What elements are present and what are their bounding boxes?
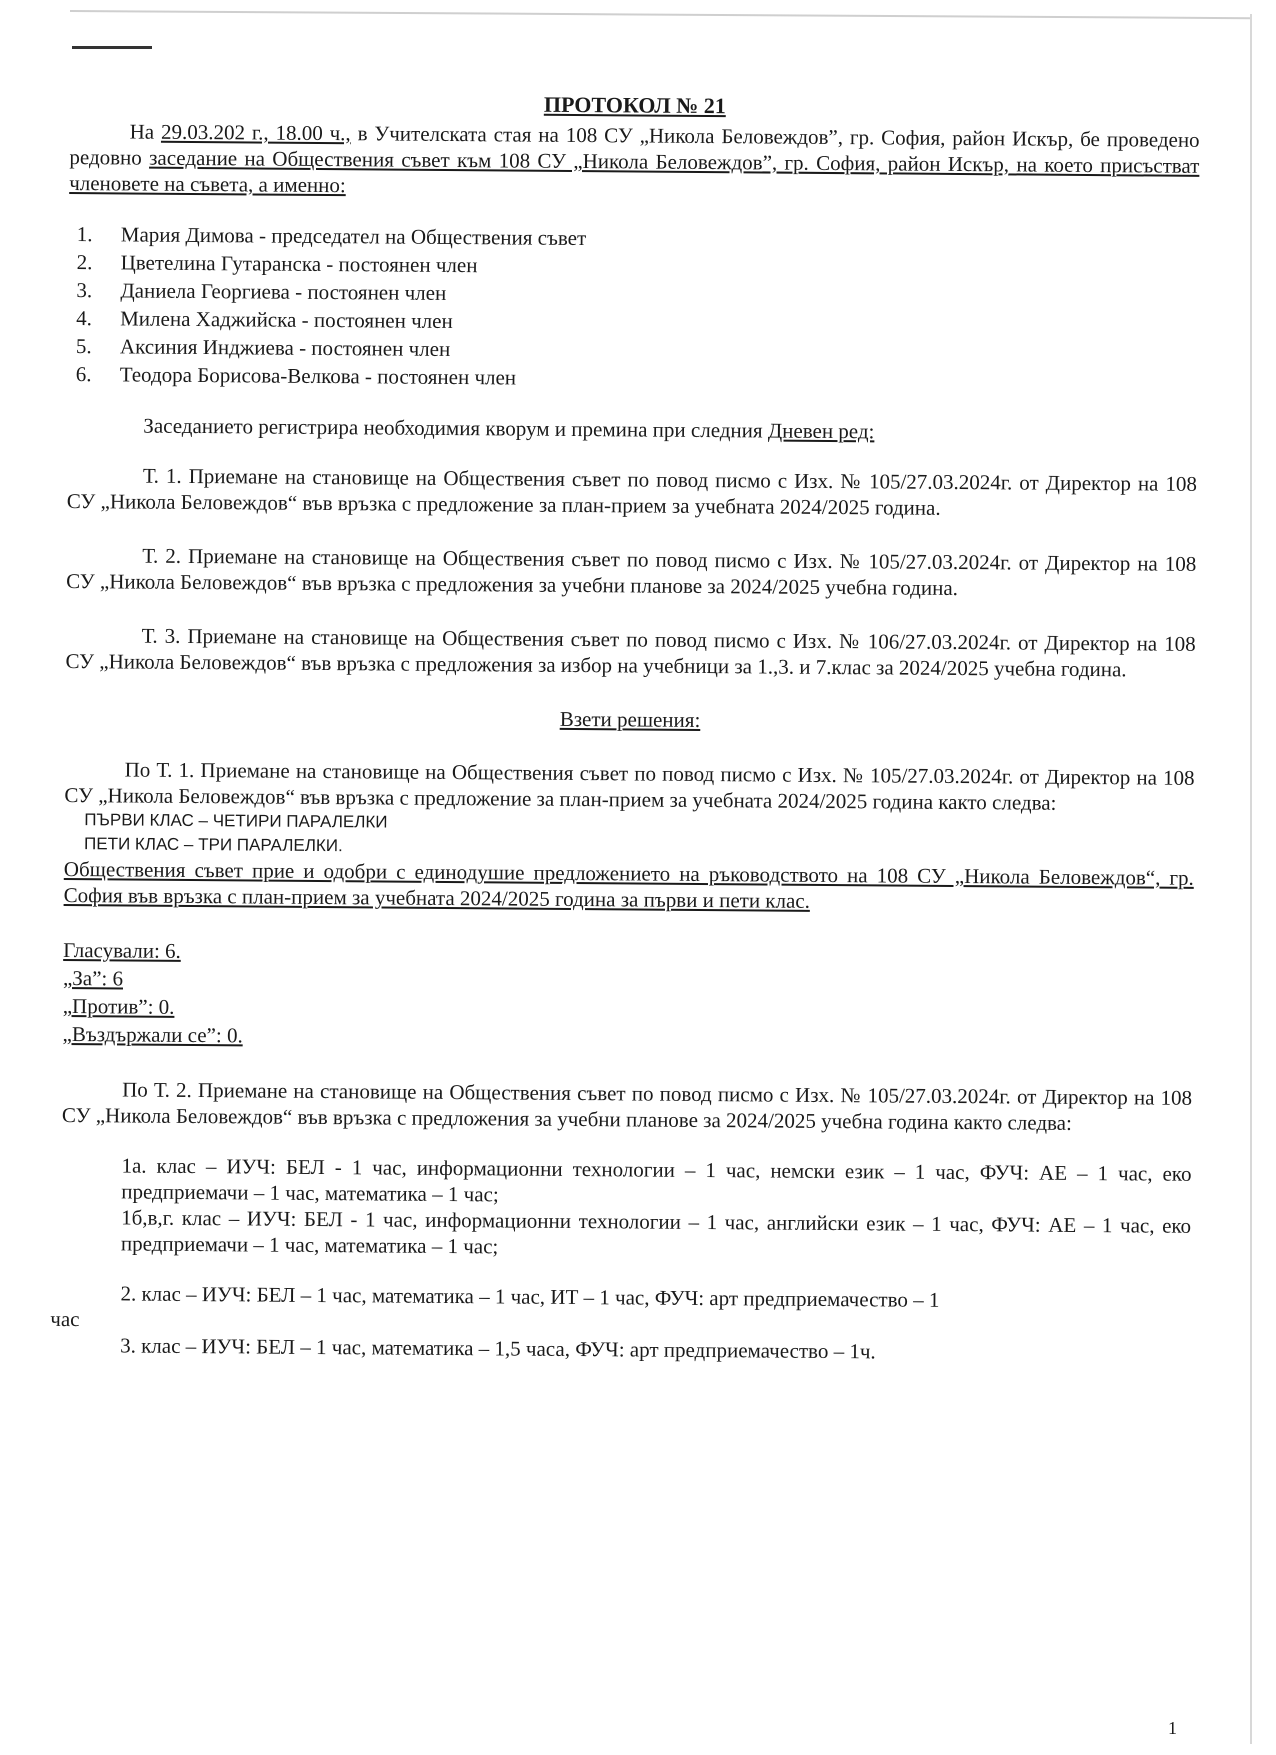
curriculum-block [60, 1152, 1191, 1315]
page-edge-top [70, 10, 1250, 19]
meeting-description: заседание на Обществения съвет към 108 СУ „Никола Беловеждов”, гр. София, район Искър, на което присъстват [149, 145, 1200, 178]
member-text: Цветелина Гутаранска - постоянен член [120, 250, 478, 278]
member-number: 6. [75, 362, 92, 387]
votes-for: „За”: 6 [62, 965, 124, 991]
meeting-date: 29.03.202 г., 18.00 ч., [160, 119, 351, 146]
decision-1-line-1: ПЪРВИ КЛАС – ЧЕТИРИ ПАРАЛЕЛКИ [84, 810, 388, 832]
votes-voted: Гласували: 6. [63, 937, 181, 963]
member-number: 5. [75, 334, 92, 359]
agenda-heading: Дневен ред: [767, 418, 875, 444]
document-body [50, 88, 1200, 1367]
members-intro: членовете на съвета, а именно: [69, 170, 346, 198]
member-text: Теодора Борисова-Велкова - постоянен член [119, 362, 517, 390]
page-number: 1 [1168, 1718, 1177, 1738]
class-2: 2. клас – ИУЧ: БЕЛ – 1 час, математика – 1 час, ИТ – 1 час, ФУЧ: арт предприемачество – 1 [120, 1281, 940, 1312]
agenda-item-2: Т. 2. Приемане на становище на Обществения съвет по повод писмо с Изх. № 105/27.03.2024г. от Директор на 108 СУ „Никола Беловеждов“ във връзка с предложения за учебни планове за 2024/2025 учебна година. [66, 543, 1197, 600]
votes-block [62, 936, 1193, 1057]
decision-2-text: По Т. 2. Приемане на становище на Обществения съвет по повод писмо с Изх. № 105/27.03.2024г. от Директор на 108 СУ „Никола Беловеждов“ във връзка с предложения за учебни планове за 2024/2025 учебна година както следва: [61, 1077, 1193, 1135]
member-number: 1. [76, 222, 93, 247]
member-number: 4. [76, 306, 93, 331]
member-text: Мария Димова - председател на Обществения съвет [120, 222, 587, 251]
decision-1-approval: Обществения съвет прие и одобри с единодушие предложението на ръководството на 108 СУ „Никола Беловеждов“, гр. София във връзка с план-прием за учебната 2024/2025 година за първи и пети клас. [63, 856, 1194, 913]
intro-text: в Учителската стая на 108 СУ „Никола Беловеждов”, гр. София, район Искър, бе проведено редовно [69, 121, 1200, 170]
corner-mark [72, 46, 152, 49]
page-edge-right [1250, 14, 1252, 1744]
votes-against: „Против”: 0. [62, 993, 175, 1019]
class-3: 3. клас – ИУЧ: БЕЛ – 1 час, математика – 1,5 часа, ФУЧ: арт предприемачество – 1ч. [120, 1333, 876, 1364]
member-number: 3. [76, 278, 93, 303]
member-text: Аксиния Инджиева - постоянен член [119, 334, 451, 361]
quorum-text: Заседанието регистрира необходимия кворум и премина при следния [143, 413, 768, 443]
decision-1-line-2: ПЕТИ КЛАС – ТРИ ПАРАЛЕЛКИ. [83, 834, 343, 856]
member-number: 2. [76, 250, 93, 275]
intro-paragraph [69, 118, 1200, 205]
agenda-item-1: Т. 1. Приемане на становище на Обществения съвет по повод писмо с Изх. № 105/27.03.2024г. от Директор на 108 СУ „Никола Беловеждов“ във връзка с предложение за план-прием за учебната 2024/2025 година. [66, 463, 1198, 520]
decision-1-text: По Т. 1. Приемане на становище на Обществения съвет по повод писмо с Изх. № 105/27.03.2024г. от Директор на 108 СУ „Никола Беловеждов“ във връзка с предложение за план-прием за учебната 2024/2025 година както следва: [64, 757, 1195, 815]
member-text: Даниела Георгиева - постоянен член [120, 278, 447, 305]
protocol-title: ПРОТОКОЛ № 21 [543, 91, 726, 119]
members-list [68, 220, 1199, 397]
class-2-continued: час [50, 1306, 80, 1332]
member-text: Милена Хаджийска - постоянен член [120, 306, 453, 334]
class-1a: 1а. клас – ИУЧ: БЕЛ - 1 час, информационни технологии – 1 час, немски език – 1 час, ФУЧ: АЕ – 1 час, еко предприемачи – 1 час, математика – 1 час; [121, 1153, 1192, 1207]
agenda-item-3: Т. 3. Приемане на становище на Обществения съвет по повод писмо с Изх. № 106/27.03.2024г. от Директор на 108 СУ „Никола Беловеждов“ във връзка с предложения за избор на учебници за 1.,3. и 7.клас за 2024/2025 учебна година. [65, 623, 1196, 682]
class-1bvg: 1б,в,г. клас – ИУЧ: БЕЛ - 1 час, информационни технологии – 1 час, английски език – 1 час, ФУЧ: АЕ – 1 час, еко предприемачи – 1 час, математика – 1 час; [120, 1205, 1192, 1259]
decisions-heading: Взети решения: [559, 706, 701, 732]
votes-abstained: „Въздържали се”: 0. [62, 1021, 243, 1048]
intro-na: На [129, 119, 162, 144]
